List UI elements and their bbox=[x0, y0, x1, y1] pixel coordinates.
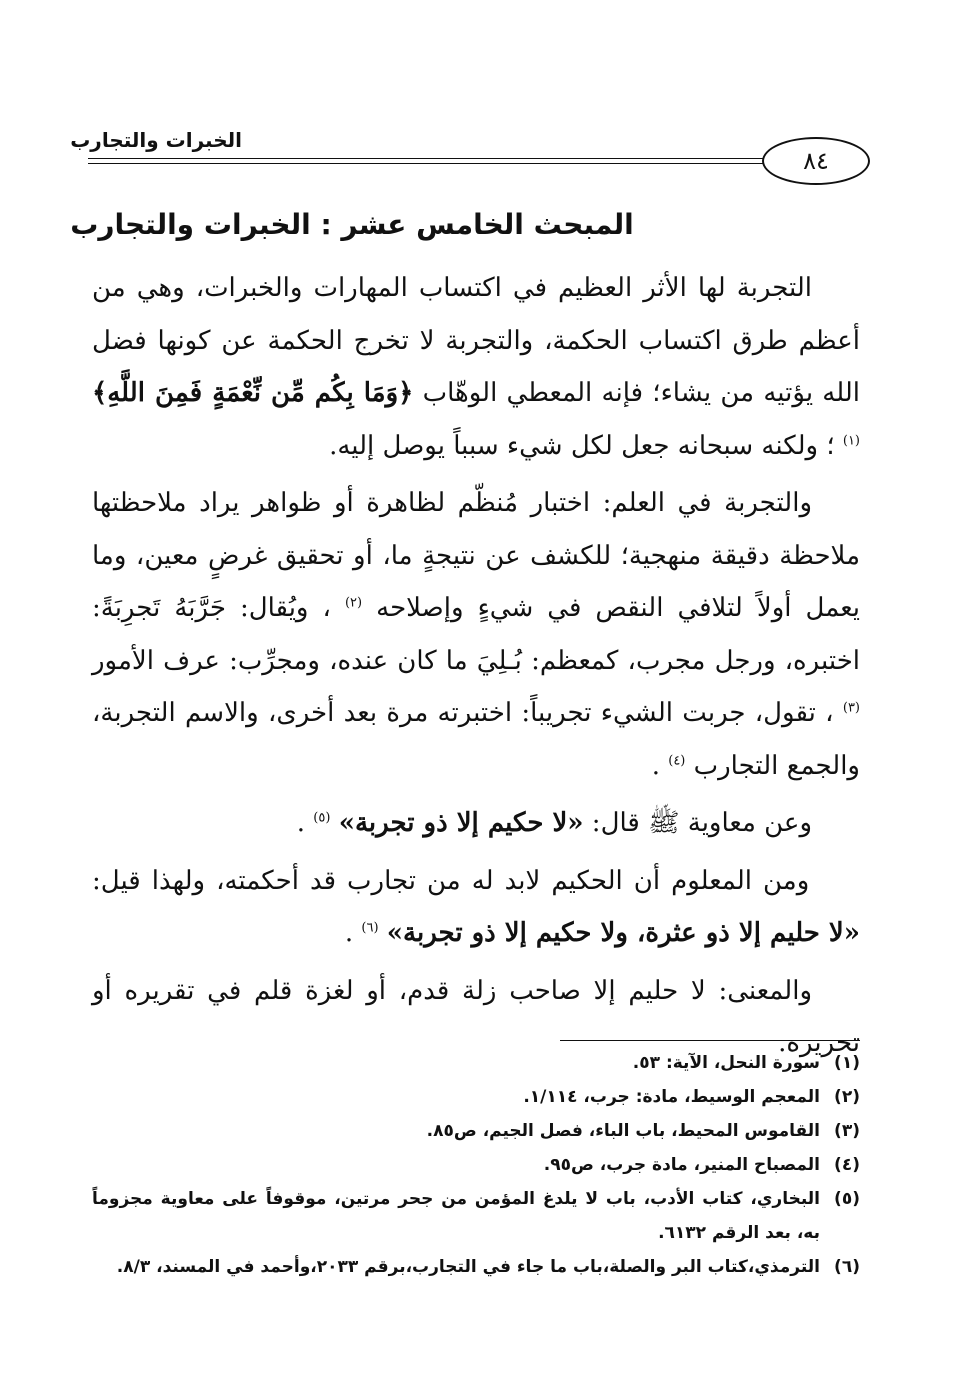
header-rule-double bbox=[88, 163, 778, 164]
footnote-item bbox=[92, 1250, 860, 1284]
footnote-number: (٢) bbox=[834, 1087, 860, 1107]
paragraph-text: ومن المعلوم أن الحكيم لابد له من تجارب قد أحكمته، ولهذا قيل: bbox=[92, 865, 810, 896]
footnote-text: الترمذي،كتاب البر والصلة،باب ما جاء في التجارب،برقم ٢٠٣٣،وأحمد في المسند، ٨/٣. bbox=[116, 1257, 820, 1277]
footnote-marker: (٣) bbox=[842, 700, 860, 716]
paragraph-text: ؛ ولكنه سبحانه جعل لكل شيء سبباً يوصل إليه. bbox=[329, 430, 835, 461]
running-title: الخبرات والتجارب bbox=[70, 128, 242, 152]
footnotes bbox=[92, 1046, 860, 1284]
paragraph-text: ، تقول، جربت الشيء تجريباً: اختبرته مرة بعد أخرى، والاسم التجربة، والجمع التجارب bbox=[92, 698, 860, 781]
footnote-item bbox=[92, 1182, 860, 1250]
footnote-number: (٦) bbox=[834, 1257, 860, 1277]
footnote-number: (٥) bbox=[834, 1189, 860, 1209]
footnote-marker: (٥) bbox=[313, 810, 331, 826]
paragraph-text: . bbox=[651, 750, 660, 781]
footnote-text: القاموس المحيط، باب الباء، فصل الجيم، ص٨٥. bbox=[426, 1121, 820, 1141]
footnote-item bbox=[92, 1080, 860, 1114]
footnote-number: (٣) bbox=[834, 1121, 860, 1141]
footnote-item bbox=[92, 1148, 860, 1182]
proverb-quote: «لا حليم إلا ذو عثرة، ولا حكيم إلا ذو تجربة» bbox=[386, 918, 860, 948]
paragraph-text: . bbox=[296, 808, 306, 838]
body-text bbox=[92, 262, 860, 1075]
hadith-quote: «لا حكيم إلا ذو تجربة» bbox=[338, 808, 584, 838]
footnote-text: سورة النحل، الآية: ٥٣. bbox=[632, 1053, 820, 1073]
paragraph-text: . bbox=[344, 918, 354, 948]
footnote-marker: (٤) bbox=[668, 752, 686, 768]
footnote-item bbox=[92, 1114, 860, 1148]
paragraph-text: والتجربة في العلم: اختبار مُنظّم لظاهرة أو ظواهر يراد ملاحظتها ملاحظة دقيقة منهجية؛ للكشف عن نتيجةٍ ما، أو تحقيق غرضٍ معين، وما يعمل أولاً لتلافي النقص في شيءٍ وإصلاحه bbox=[92, 488, 861, 623]
paragraph-text: وعن معاوية ﷺ قال: bbox=[583, 808, 812, 838]
paragraph-3 bbox=[92, 797, 860, 850]
footnote-marker: (٦) bbox=[361, 920, 379, 936]
footnote-number: (٤) bbox=[834, 1155, 860, 1175]
paragraph-2 bbox=[92, 477, 860, 792]
paragraph-1 bbox=[92, 262, 860, 472]
footnote-text: البخاري، كتاب الأدب، باب لا يلدغ المؤمن من جحر مرتين، موقوفاً على معاوية مجزوماً به، بعد الرقم ٦١٣٢. bbox=[92, 1189, 820, 1243]
footnote-marker: (٢) bbox=[344, 595, 363, 611]
footnote-separator bbox=[560, 1040, 860, 1041]
paragraph-text: والمعنى: لا حليم إلا صاحب زلة قدم، أو لغزة قلم في تقريره أو تحريره. bbox=[92, 975, 860, 1058]
footnote-marker: (١) bbox=[842, 432, 860, 448]
footnote-text: المصباح المنير، مادة جرب، ص٩٥. bbox=[543, 1155, 820, 1175]
section-heading: المبحث الخامس عشر : الخبرات والتجارب bbox=[70, 208, 634, 241]
header-rule bbox=[88, 158, 778, 159]
footnote-number: (١) bbox=[834, 1053, 860, 1073]
paragraph-4 bbox=[92, 855, 860, 960]
paragraph-text: التجربة لها الأثر العظيم في اكتساب المهارات والخبرات، وهي من أعظم طرق اكتساب الحكمة، والتجربة لا تخرج الحكمة عن كونها فضل الله يؤتيه من يشاء؛ فإنه المعطي الوهّاب bbox=[92, 273, 860, 408]
paragraph-text: ، ويُقال: جَرَّبَهُ تَجرِبَةً: اختبره، ورجل مجرب، كمعظم: بُـلِيَ ما كان عنده، ومجرِّب: عرف الأمور bbox=[92, 593, 860, 676]
footnote-item bbox=[92, 1046, 860, 1080]
footnote-text: المعجم الوسيط، مادة: جرب، ١/١١٤. bbox=[523, 1087, 820, 1107]
page-number: ٨٤ bbox=[762, 137, 870, 185]
quran-verse: ﴿وَمَا بِكُم مِّن نِّعْمَةٍ فَمِنَ اللَّهِ﴾ bbox=[92, 378, 414, 408]
